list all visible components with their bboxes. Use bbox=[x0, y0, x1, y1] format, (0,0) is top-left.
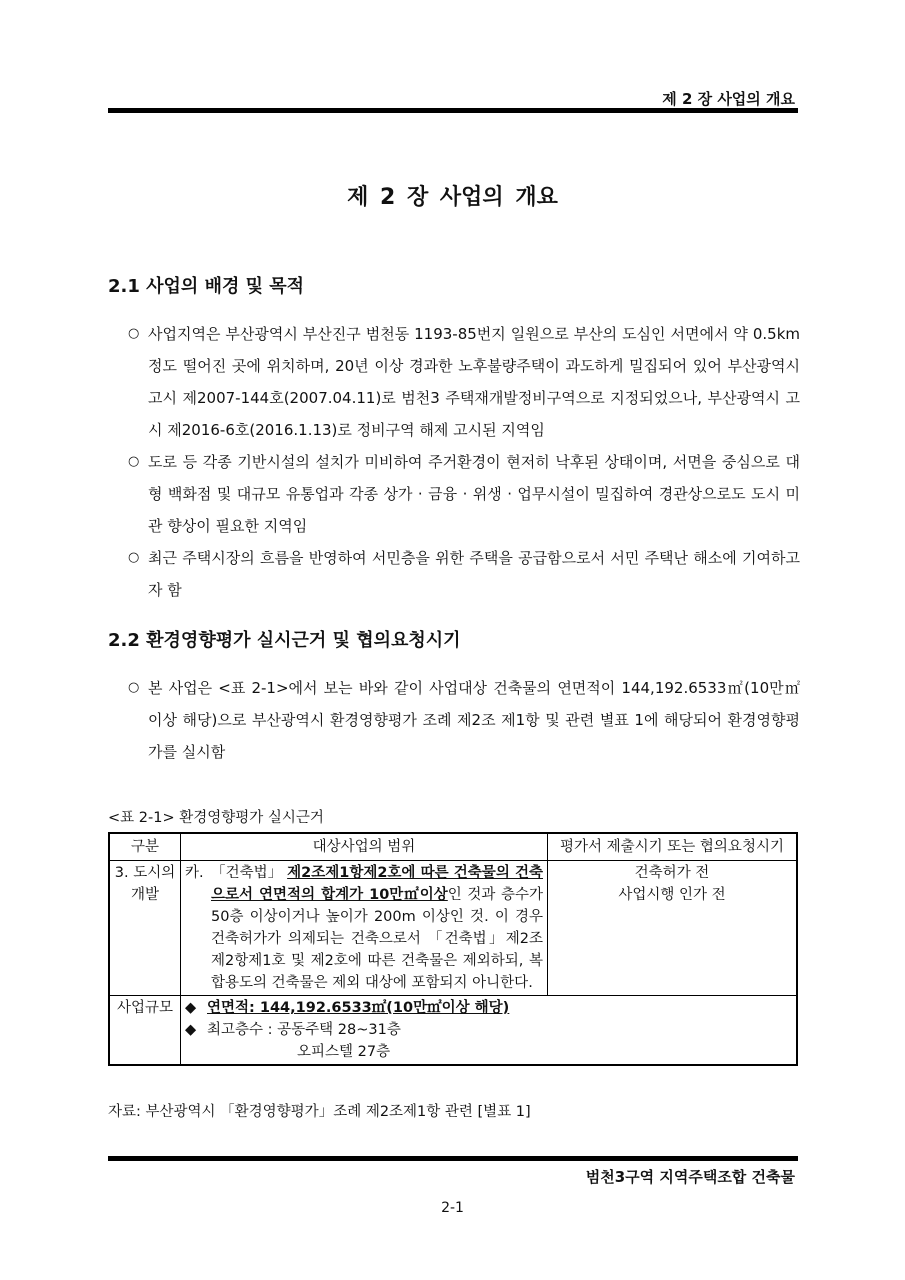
header-rule bbox=[108, 108, 798, 113]
floors-text: 최고층수 : 공동주택 28~31층 bbox=[207, 1022, 401, 1038]
bullet-circle-icon: ○ bbox=[128, 680, 140, 695]
bullet-text: 도로 등 각종 기반시설의 설치가 미비하여 주거환경이 현저히 낙후된 상태이며, 서면을 중심으로 대형 백화점 및 대규모 유통업과 각종 상가 · 금융 · 위생 · 업무시설이 밀집하여 경관상으로도 도시 미관 향상이 필요한 지역임 bbox=[148, 453, 800, 535]
floors-text-officetel: 오피스텔 27층 bbox=[297, 1044, 391, 1060]
bullet-item bbox=[128, 542, 800, 606]
section-heading-2-2: 2.2 환경영향평가 실시근거 및 협의요청시기 bbox=[108, 630, 461, 651]
table-header-cell: 구분 bbox=[109, 833, 181, 861]
table-header-cell: 대상사업의 범위 bbox=[181, 833, 548, 861]
bullet-circle-icon: ○ bbox=[128, 550, 140, 565]
table-caption: <표 2-1> 환경영향평가 실시근거 bbox=[108, 810, 324, 826]
chapter-title: 제 2 장 사업의 개요 bbox=[347, 185, 558, 210]
page-number: 2-1 bbox=[441, 1200, 464, 1216]
category-cell: 사업규모 bbox=[109, 996, 181, 1066]
diamond-icon: ◆ bbox=[185, 1022, 197, 1038]
bullet-text: 본 사업은 <표 2-1>에서 보는 바와 같이 사업대상 건축물의 연면적이 144,192.6533㎡(10만㎡ 이상 해당)으로 부산광역시 환경영향평가 조례 제2조 제1항 및 관련 별표 1에 해당되어 환경영향평가를 실시함 bbox=[148, 679, 800, 761]
bullet-circle-icon: ○ bbox=[128, 326, 140, 341]
scope-text-lead: 「건축법」 bbox=[211, 865, 288, 881]
footer-title: 범천3구역 지역주택조합 건축물 bbox=[585, 1168, 795, 1186]
category-cell: 3. 도시의 개발 bbox=[109, 861, 181, 996]
bullet-circle-icon: ○ bbox=[128, 454, 140, 469]
bullet-item bbox=[128, 672, 800, 768]
item-marker: 카. bbox=[185, 865, 204, 881]
running-header: 제 2 장 사업의 개요 bbox=[662, 90, 795, 108]
area-text: 연면적: 144,192.6533㎡(10만㎡이상 해당) bbox=[207, 1000, 510, 1016]
table-header-row bbox=[109, 833, 797, 861]
timing-cell bbox=[548, 861, 798, 996]
table-header-cell: 평가서 제출시기 또는 협의요청시기 bbox=[548, 833, 798, 861]
scope-cell bbox=[181, 861, 548, 996]
footer-rule bbox=[108, 1156, 798, 1161]
scope-text-emphasis: 제2조제1항제2호에 따른 건축물의 건축으로서 연면적의 합계가 10만㎡이상 bbox=[211, 865, 544, 903]
scale-cell bbox=[181, 996, 798, 1066]
bullet-text: 사업지역은 부산광역시 부산진구 범천동 1193-85번지 일원으로 부산의 도심인 서면에서 약 0.5km정도 떨어진 곳에 위치하며, 20년 이상 경과한 노후불량주택이 과도하게 밀집되어 있어 부산광역시 고시 제2007-144호(2007.04.11)로 범천3 주택재개발정비구역으로 지정되었으나, 부산광역시 고시 제2016-6호(2016.1.13)로 정비구역 해제 고시된 지역임 bbox=[148, 325, 800, 439]
table-row bbox=[109, 996, 797, 1066]
bullet-item bbox=[128, 446, 800, 542]
bullet-item bbox=[128, 318, 800, 446]
section-heading-2-1: 2.1 사업의 배경 및 목적 bbox=[108, 276, 305, 297]
criteria-table bbox=[108, 832, 798, 1066]
source-note: 자료: 부산광역시 「환경영향평가」조례 제2조제1항 관련 [별표 1] bbox=[108, 1104, 531, 1120]
table-row bbox=[109, 861, 797, 996]
diamond-icon: ◆ bbox=[185, 1000, 197, 1016]
scope-text-rest: 인 것과 층수가 50층 이상이거나 높이가 200m 이상인 것. 이 경우 건축허가가 의제되는 건축으로서 「건축법」제2조제2항제1호 및 제2호에 따른 건축물은 제외하되, 복합용도의 건축물은 제외 대상에 포함되지 아니한다. bbox=[211, 887, 543, 991]
bullet-text: 최근 주택시장의 흐름을 반영하여 서민층을 위한 주택을 공급함으로서 서민 주택난 해소에 기여하고자 함 bbox=[148, 549, 800, 599]
timing-line: 건축허가 전 bbox=[634, 865, 710, 881]
timing-line: 사업시행 인가 전 bbox=[618, 887, 726, 903]
